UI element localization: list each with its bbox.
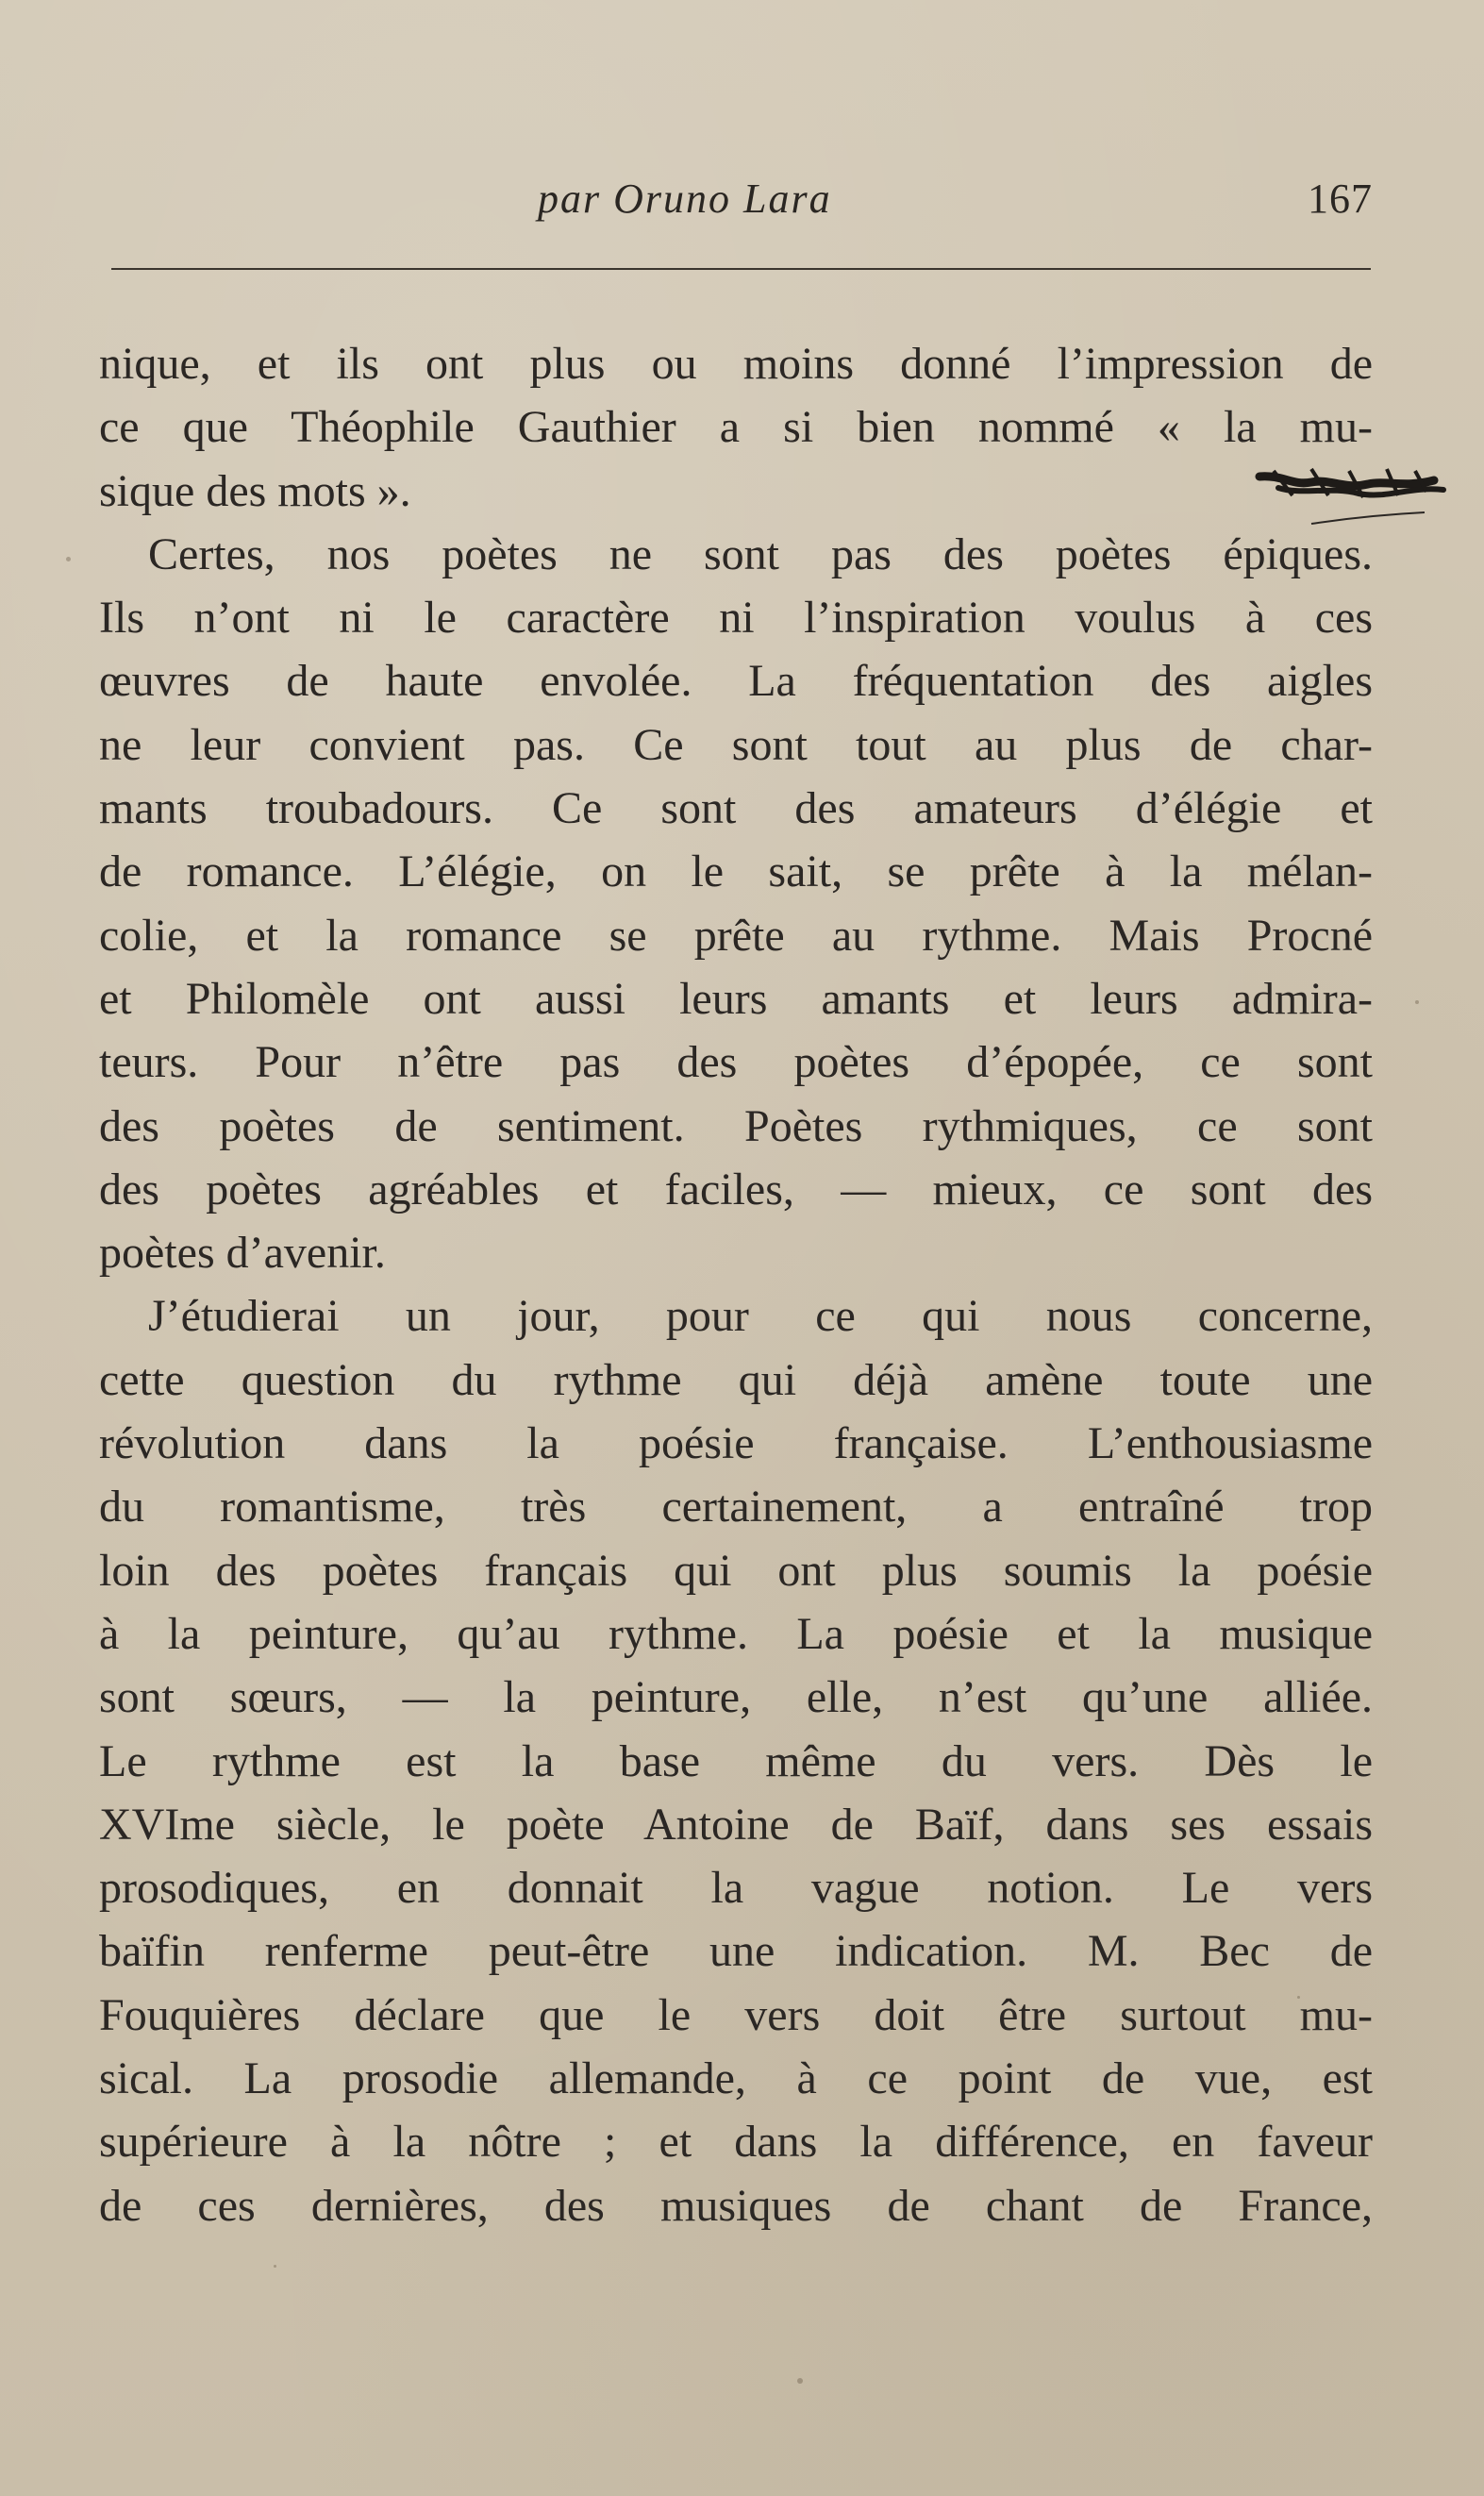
paper-speck bbox=[66, 557, 71, 561]
paper-speck bbox=[1415, 1000, 1419, 1004]
text-line: du romantisme, très certainement, a entraîné trop bbox=[99, 1482, 1373, 1533]
text-line: Le rythme est la base même du vers. Dès le bbox=[99, 1735, 1373, 1786]
text-line: et Philomèle ont aussi leurs amants et leurs admira- bbox=[99, 973, 1373, 1024]
text-line: ce que Théophile Gauthier a si bien nommé « la mu- bbox=[99, 402, 1373, 453]
text-line: à la peinture, qu’au rythme. La poésie et la musique bbox=[99, 1608, 1373, 1659]
text-line: des poètes agréables et faciles, — mieux, ce sont des bbox=[99, 1164, 1373, 1214]
running-head bbox=[99, 175, 1373, 231]
text-line: œuvres de haute envolée. La fréquentation des aigles bbox=[99, 656, 1373, 707]
header-rule bbox=[111, 268, 1371, 270]
text-line: prosodiques, en donnait la vague notion. Le vers bbox=[99, 1863, 1373, 1914]
text-line: nique, et ils ont plus ou moins donné l’impression de bbox=[99, 339, 1373, 389]
text-line: révolution dans la poésie française. L’enthousiasme bbox=[99, 1418, 1373, 1469]
text-line: poètes d’avenir. bbox=[99, 1228, 386, 1279]
text-line: J’étudierai un jour, pour ce qui nous concerne, bbox=[148, 1291, 1373, 1342]
text-line: des poètes de sentiment. Poètes rythmiques, ce sont bbox=[99, 1100, 1373, 1151]
text-line: Fouquières déclare que le vers doit être surtout mu- bbox=[99, 1989, 1373, 2040]
text-line: baïfin renferme peut-être une indication. M. Bec de bbox=[99, 1926, 1373, 1977]
text-line: colie, et la romance se prête au rythme. Mais Procné bbox=[99, 910, 1373, 961]
text-line: ne leur convient pas. Ce sont tout au plus de char- bbox=[99, 719, 1373, 770]
text-line: XVIme siècle, le poète Antoine de Baïf, dans ses essais bbox=[99, 1799, 1373, 1850]
text-line: sical. La prosodie allemande, à ce point de vue, est bbox=[99, 2053, 1373, 2104]
body-text bbox=[99, 332, 1373, 2237]
paper-speck bbox=[797, 2378, 803, 2384]
text-line: teurs. Pour n’être pas des poètes d’épopée, ce sont bbox=[99, 1037, 1373, 1088]
text-line: de romance. L’élégie, on le sait, se prête à la mélan- bbox=[99, 846, 1373, 897]
text-line: Certes, nos poètes ne sont pas des poètes épiques. bbox=[148, 528, 1373, 579]
text-line: sique des mots ». bbox=[99, 465, 411, 516]
text-line: de ces dernières, des musiques de chant de France, bbox=[99, 2180, 1373, 2231]
text-line: cette question du rythme qui déjà amène toute une bbox=[99, 1354, 1373, 1405]
text-line: mants troubadours. Ce sont des amateurs d’élégie et bbox=[99, 783, 1373, 834]
text-line: Ils n’ont ni le caractère ni l’inspiration voulus à ces bbox=[99, 593, 1373, 644]
text-line: sont sœurs, — la peinture, elle, n’est qu’une alliée. bbox=[99, 1672, 1373, 1723]
text-line: supérieure à la nôtre ; et dans la différence, en faveur bbox=[99, 2117, 1373, 2168]
text-line: loin des poètes français qui ont plus soumis la poésie bbox=[99, 1545, 1373, 1596]
page-number: 167 bbox=[1308, 176, 1373, 222]
paper-speck bbox=[274, 2265, 276, 2268]
running-head-title: par Oruno Lara bbox=[538, 176, 832, 222]
